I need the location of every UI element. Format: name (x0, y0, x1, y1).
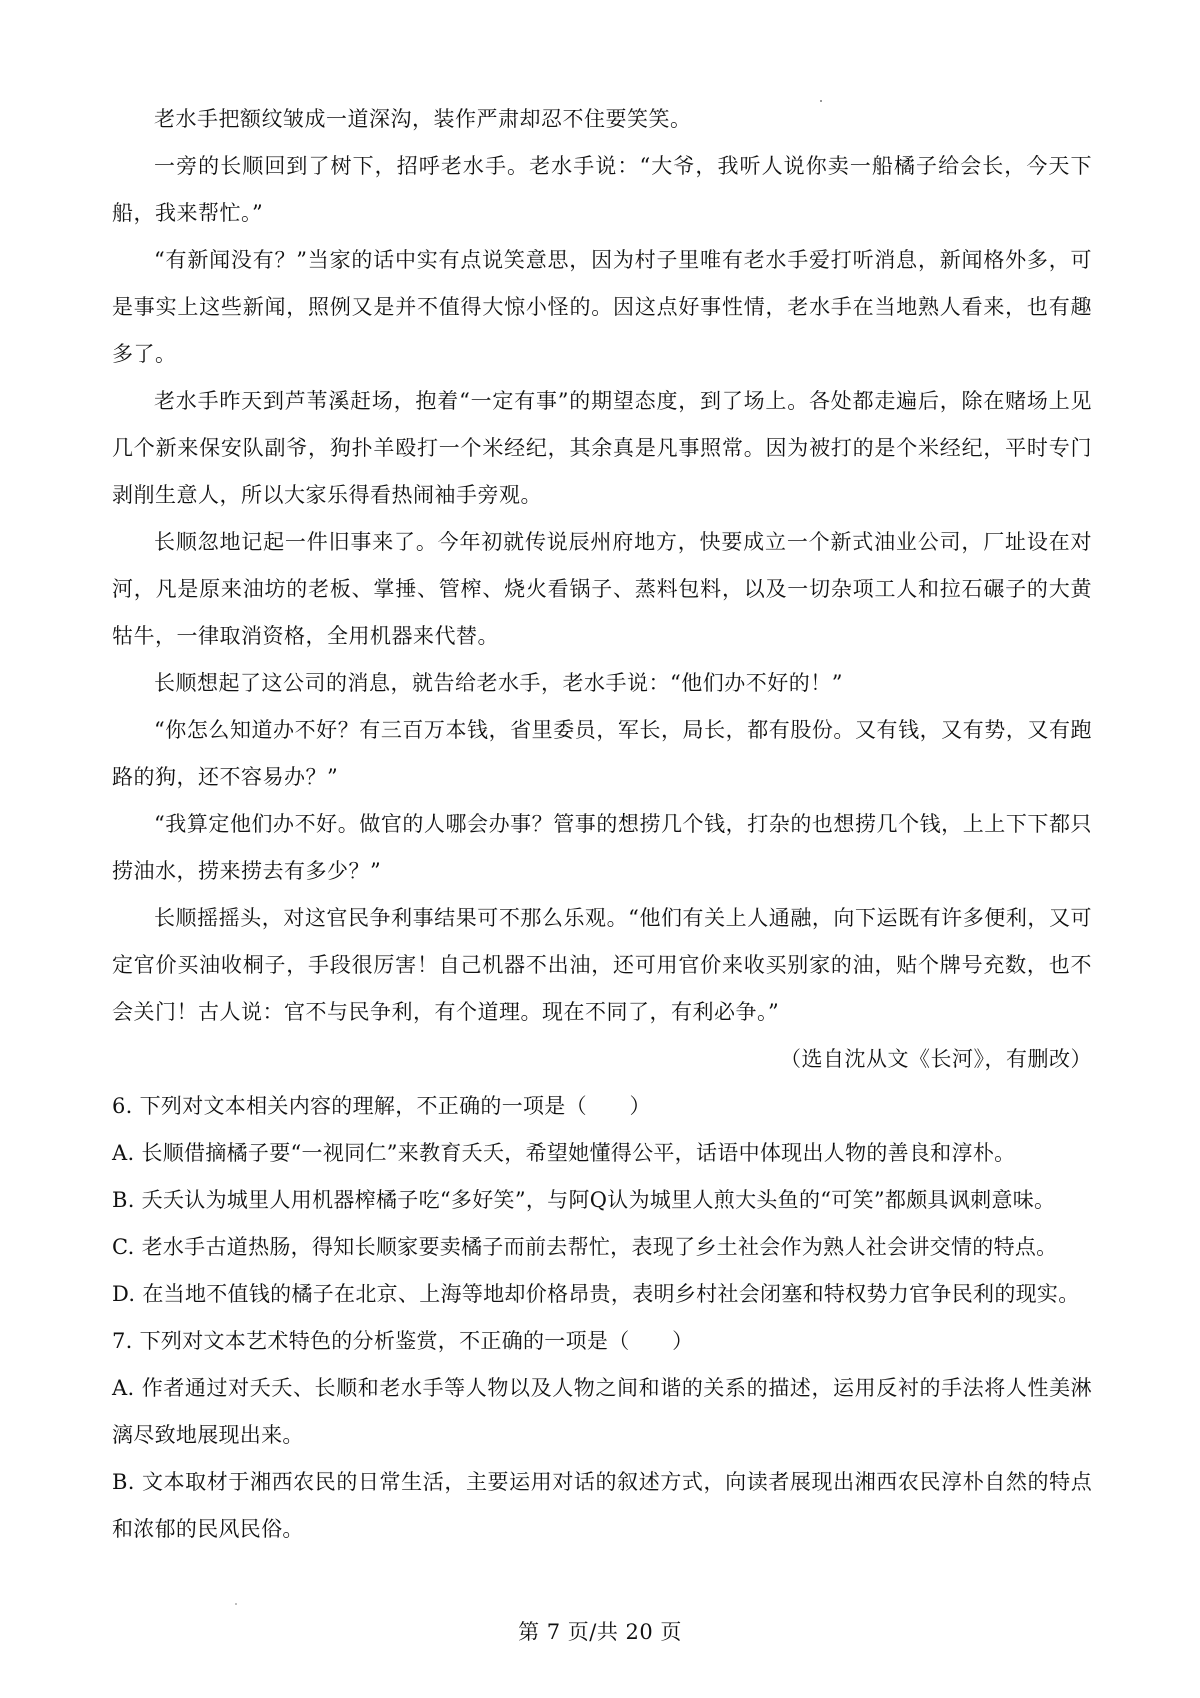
paragraph-9: 长顺摇摇头，对这官民争利事结果可不那么乐观。“他们有关上人通融，向下运既有许多便利，又可定官价买油收桐子，手段很厉害！自己机器不出油，还可用官价来收买别家的油，贴个牌号充数，也不会关门！古人说：官不与民争利，有个道理。现在不同了，有利必争。” (112, 906, 1092, 1024)
source-citation: （选自沈从文《长河》，有删改） (780, 1047, 1092, 1071)
paragraph-8: “我算定他们办不好。做官的人哪会办事？管事的想捞几个钱，打杂的也想捞几个钱，上上下下都只捞油水，捞来捞去有多少？” (112, 812, 1092, 883)
page-footer: 第 7 页/共 20 页 (518, 1620, 682, 1644)
paragraph-3: “有新闻没有？”当家的话中实有点说笑意思，因为村子里唯有老水手爱打听消息，新闻格外多，可是事实上这些新闻，照例又是并不值得大惊小怪的。因这点好事性情，老水手在当地熟人看来，也有趣多了。 (112, 248, 1092, 366)
question-6-stem: 6. 下列对文本相关内容的理解，不正确的一项是（ ） (112, 1094, 651, 1118)
main-content (112, 96, 1092, 1553)
question-6-option-a: A. 长顺借摘橘子要“一视同仁”来教育夭夭，希望她懂得公平，话语中体现出人物的善良和淳朴。 (112, 1141, 1016, 1165)
paragraph-7: “你怎么知道办不好？有三百万本钱，省里委员，军长，局长，都有股份。又有钱，又有势，又有跑路的狗，还不容易办？” (112, 718, 1092, 789)
paragraph-6: 长顺想起了这公司的消息，就告给老水手，老水手说：“他们办不好的！” (154, 671, 843, 695)
paragraph-2: 一旁的长顺回到了树下，招呼老水手。老水手说：“大爷，我听人说你卖一船橘子给会长，今天下船，我来帮忙。” (112, 154, 1092, 225)
paragraph-1: 老水手把额纹皱成一道深沟，装作严肃却忍不住要笑笑。 (154, 107, 692, 131)
paragraph-4: 老水手昨天到芦苇溪赶场，抱着“一定有事”的期望态度，到了场上。各处都走遍后，除在赌场上见几个新来保安队副爷，狗扑羊殴打一个米经纪，其余真是凡事照常。因为被打的是个米经纪，平时专门剥削生意人，所以大家乐得看热闹袖手旁观。 (112, 389, 1092, 507)
scan-speck (235, 1603, 237, 1605)
question-6-option-c: C. 老水手古道热肠，得知长顺家要卖橘子而前去帮忙，表现了乡土社会作为熟人社会讲交情的特点。 (112, 1235, 1058, 1259)
question-7-option-a: A. 作者通过对夭夭、长顺和老水手等人物以及人物之间和谐的关系的描述，运用反衬的手法将人性美淋漓尽致地展现出来。 (112, 1376, 1092, 1447)
question-7-stem: 7. 下列对文本艺术特色的分析鉴赏，不正确的一项是（ ） (112, 1329, 694, 1353)
scan-speck (820, 100, 822, 102)
question-6-option-b: B. 夭夭认为城里人用机器榨橘子吃“多好笑”，与阿Q认为城里人煎大头鱼的“可笑”都颇具讽刺意味。 (112, 1188, 1056, 1212)
question-7-option-b: B. 文本取材于湘西农民的日常生活，主要运用对话的叙述方式，向读者展现出湘西农民淳朴自然的特点和浓郁的民风民俗。 (112, 1470, 1092, 1541)
paragraph-5: 长顺忽地记起一件旧事来了。今年初就传说辰州府地方，快要成立一个新式油业公司，厂址设在对河，凡是原来油坊的老板、掌捶、管榨、烧火看锅子、蒸料包料，以及一切杂项工人和拉石碾子的大黄牯牛，一律取消资格，全用机器来代替。 (112, 530, 1092, 648)
question-6-option-d: D. 在当地不值钱的橘子在北京、上海等地却价格昂贵，表明乡村社会闭塞和特权势力官争民利的现实。 (112, 1282, 1080, 1306)
